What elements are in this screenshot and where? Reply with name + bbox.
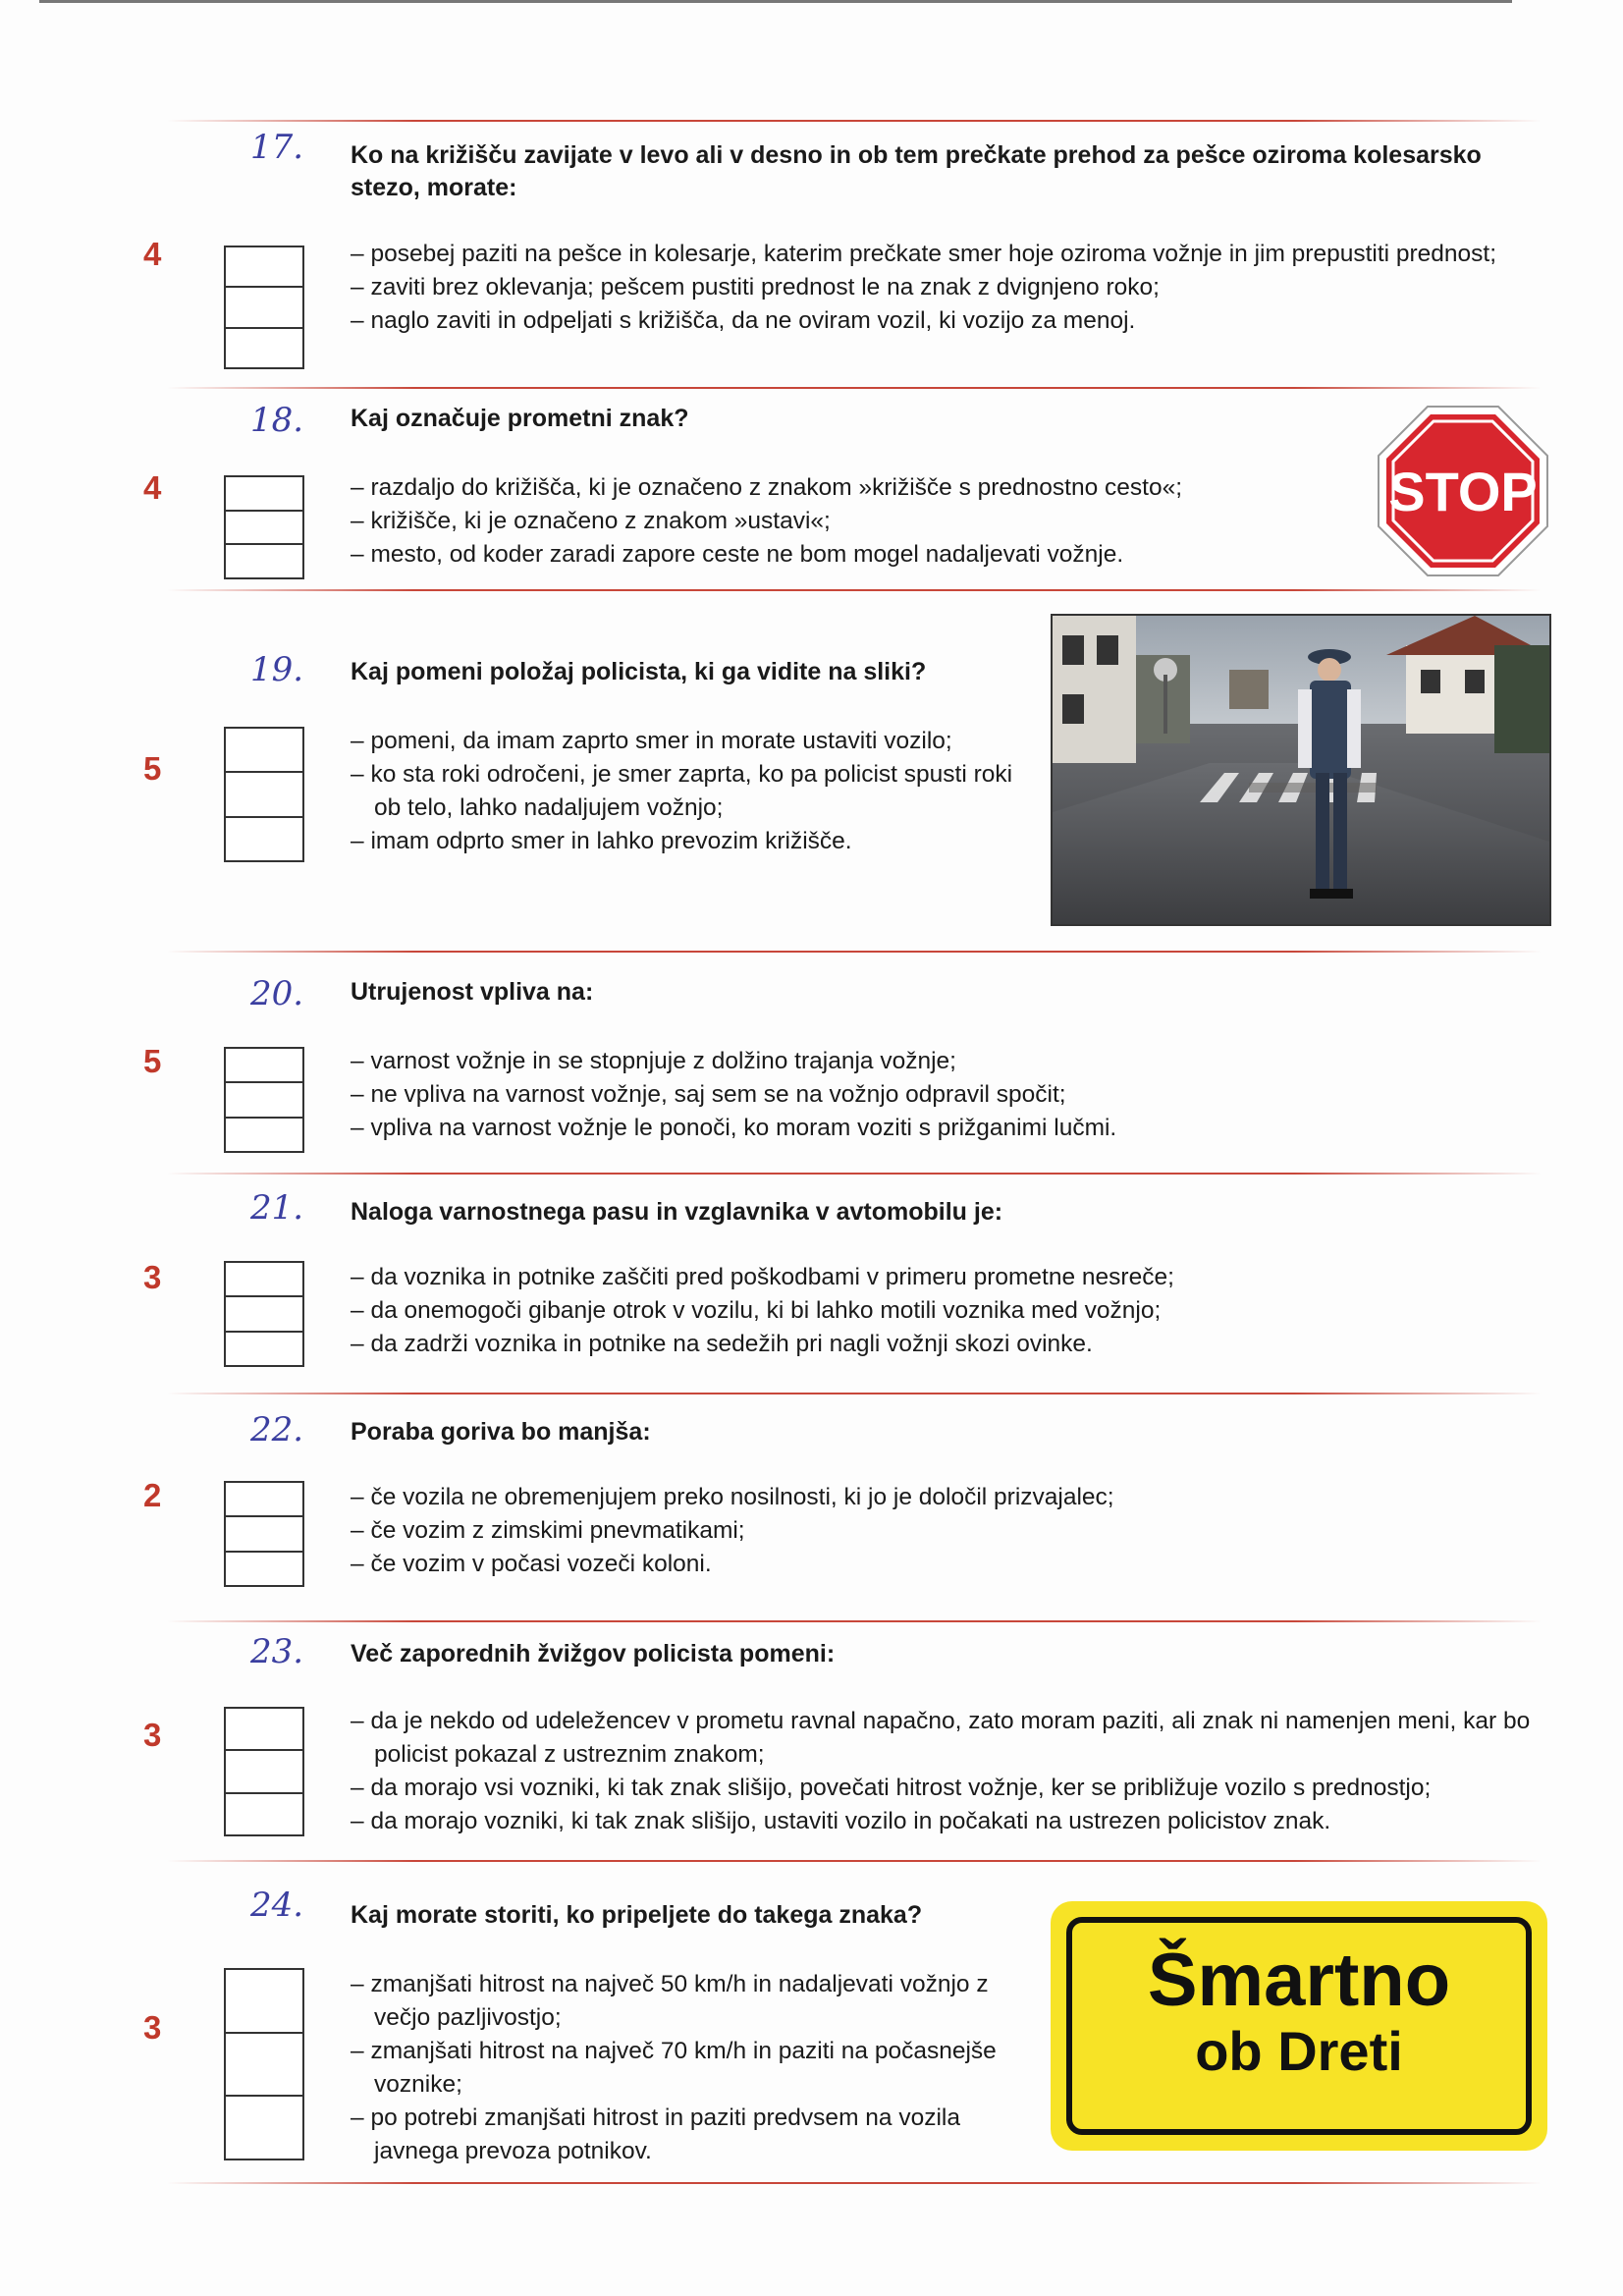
answer-option: – da voznika in potnike zaščiti pred poškodbami v primeru prometne nesreče; (351, 1261, 1529, 1294)
checkbox[interactable] (226, 1333, 302, 1365)
checkbox[interactable] (226, 2097, 302, 2159)
answer-list (351, 1481, 1529, 1581)
answer-checkboxes[interactable] (224, 1261, 304, 1367)
stop-sign-image (1377, 405, 1549, 577)
points-value: 2 (143, 1477, 162, 1513)
points-value: 5 (143, 1043, 162, 1079)
top-border-line (39, 0, 1512, 3)
checkbox[interactable] (226, 247, 302, 288)
answer-checkboxes[interactable] (224, 1707, 304, 1836)
question-title: Kaj pomeni položaj policista, ki ga vidite na sliki? (351, 658, 927, 685)
checkbox[interactable] (226, 1263, 302, 1297)
question-number: 21. (250, 1188, 304, 1228)
answer-option: – če vozila ne obremenjujem preko nosilnosti, ki jo je določil prizvajalec; (351, 1481, 1529, 1514)
town-sign-line2: ob Dreti (1195, 2020, 1403, 2082)
checkbox[interactable] (226, 1119, 302, 1151)
points-value: 3 (143, 2009, 162, 2046)
answer-list (351, 471, 1342, 572)
answer-option: – posebej paziti na pešce in kolesarje, katerim prečkate smer hoje oziroma vožnje in jim prepustiti prednost; (351, 238, 1553, 271)
question-title: Naloga varnostnega pasu in vzglavnika v avtomobilu je: (351, 1198, 1003, 1226)
answer-option: – če vozim z zimskimi pnevmatikami; (351, 1514, 1529, 1548)
checkbox[interactable] (226, 1297, 302, 1332)
separator (167, 1620, 1542, 1622)
policeman-photo (1051, 614, 1551, 926)
checkbox[interactable] (226, 1709, 302, 1751)
question-number: 17. (250, 128, 304, 167)
question-number: 23. (250, 1632, 304, 1671)
answer-checkboxes[interactable] (224, 1047, 304, 1153)
answer-checkboxes[interactable] (224, 727, 304, 862)
answer-option: – zmanjšati hitrost na največ 50 km/h in nadaljevati vožnjo z večjo pazljivostjo; (351, 1968, 1028, 2035)
answer-option: – če vozim v počasi vozeči koloni. (351, 1548, 1529, 1581)
answer-option: – da zadrži voznika in potnike na sedežih pri nagli vožnji skozi ovinke. (351, 1328, 1529, 1361)
points-value: 3 (143, 1717, 162, 1753)
checkbox[interactable] (226, 1794, 302, 1834)
question-title: Ko na križišču zavijate v levo ali v desno in ob tem prečkate prehod za pešce oziroma kolesarsko stezo, morate: (351, 141, 1482, 201)
points-value: 5 (143, 750, 162, 787)
answer-option: – da onemogoči gibanje otrok v vozilu, ki bi lahko motili voznika med vožnjo; (351, 1294, 1529, 1328)
question-title: Kaj morate storiti, ko pripeljete do takega znaka? (351, 1901, 923, 1929)
checkbox[interactable] (226, 818, 302, 860)
answer-list (351, 1045, 1529, 1145)
checkbox[interactable] (226, 1517, 302, 1552)
stop-sign-text: STOP (1388, 461, 1538, 522)
question-number: 22. (250, 1410, 304, 1449)
points-value: 4 (143, 469, 162, 506)
answer-option: – pomeni, da imam zaprto smer in morate ustaviti vozilo; (351, 725, 1028, 758)
answer-option: – razdaljo do križišča, ki je označeno z znakom »križišče s prednostno cesto«; (351, 471, 1342, 505)
separator (167, 1173, 1542, 1175)
checkbox[interactable] (226, 1970, 302, 2034)
checkbox[interactable] (226, 1049, 302, 1083)
checkbox[interactable] (226, 329, 302, 367)
answer-option: – mesto, od koder zaradi zapore ceste ne bom mogel nadaljevati vožnje. (351, 538, 1342, 572)
checkbox[interactable] (226, 1553, 302, 1585)
answer-list (351, 238, 1553, 338)
separator (167, 1393, 1542, 1394)
points-value: 3 (143, 1259, 162, 1295)
answer-option: – zmanjšati hitrost na največ 70 km/h in paziti na počasnejše voznike; (351, 2035, 1028, 2102)
town-sign-border (1066, 1917, 1532, 2135)
answer-checkboxes[interactable] (224, 246, 304, 369)
answer-list (351, 725, 1028, 858)
question-number: 18. (250, 401, 304, 440)
points-value: 4 (143, 236, 162, 272)
checkbox[interactable] (226, 2034, 302, 2098)
answer-option: – imam odprto smer in lahko prevozim križišče. (351, 825, 1028, 858)
answer-option: – ko sta roki odročeni, je smer zaprta, ko pa policist spusti roki ob telo, lahko nadaljujem vožnjo; (351, 758, 1028, 825)
checkbox[interactable] (226, 512, 302, 546)
checkbox[interactable] (226, 773, 302, 817)
town-sign-line1: Šmartno (1147, 1939, 1451, 2022)
answer-option: – po potrebi zmanjšati hitrost in paziti predvsem na vozila javnega prevoza potnikov. (351, 2102, 1028, 2168)
checkbox[interactable] (226, 1751, 302, 1793)
question-title: Utrujenost vpliva na: (351, 978, 594, 1006)
question-number: 20. (250, 974, 304, 1013)
answer-option: – da morajo vozniki, ki tak znak slišijo, ustaviti vozilo in počakati na ustrezen policistov znak. (351, 1805, 1553, 1838)
answer-list (351, 1705, 1553, 1838)
question-title: Poraba goriva bo manjša: (351, 1418, 651, 1446)
separator (167, 120, 1542, 122)
checkbox[interactable] (226, 477, 302, 512)
checkbox[interactable] (226, 1483, 302, 1517)
answer-option: – križišče, ki je označeno z znakom »ustavi«; (351, 505, 1342, 538)
answer-list (351, 1968, 1028, 2168)
checkbox[interactable] (226, 545, 302, 577)
separator (167, 589, 1542, 591)
answer-option: – da je nekdo od udeležencev v prometu ravnal napačno, zato moram paziti, ali znak ni namenjen meni, kar bo policist pokazal z ustreznim znakom; (351, 1705, 1553, 1772)
answer-checkboxes[interactable] (224, 1968, 304, 2160)
separator (167, 2182, 1542, 2184)
question-number: 24. (250, 1886, 304, 1925)
answer-option: – ne vpliva na varnost vožnje, saj sem se na vožnjo odpravil spočit; (351, 1078, 1529, 1112)
answer-list (351, 1261, 1529, 1361)
checkbox[interactable] (226, 288, 302, 328)
answer-checkboxes[interactable] (224, 1481, 304, 1587)
answer-option: – zaviti brez oklevanja; pešcem pustiti prednost le na znak z dvignjeno roko; (351, 271, 1553, 304)
answer-option: – da morajo vsi vozniki, ki tak znak slišijo, povečati hitrost vožnje, ker se približuje vozilo s prednostjo; (351, 1772, 1553, 1805)
town-name-sign-image (1051, 1901, 1547, 2151)
separator (167, 951, 1542, 953)
checkbox[interactable] (226, 1083, 302, 1118)
question-title: Več zaporednih žvižgov policista pomeni: (351, 1640, 836, 1667)
answer-checkboxes[interactable] (224, 475, 304, 579)
answer-option: – vpliva na varnost vožnje le ponoči, ko moram voziti s prižganimi lučmi. (351, 1112, 1529, 1145)
checkbox[interactable] (226, 729, 302, 773)
question-title: Kaj označuje prometni znak? (351, 405, 689, 432)
question-number: 19. (250, 650, 304, 689)
separator (167, 1860, 1542, 1862)
separator (167, 387, 1542, 389)
answer-option: – naglo zaviti in odpeljati s križišča, da ne oviram vozil, ki vozijo za menoj. (351, 304, 1553, 338)
answer-option: – varnost vožnje in se stopnjuje z dolžino trajanja vožnje; (351, 1045, 1529, 1078)
